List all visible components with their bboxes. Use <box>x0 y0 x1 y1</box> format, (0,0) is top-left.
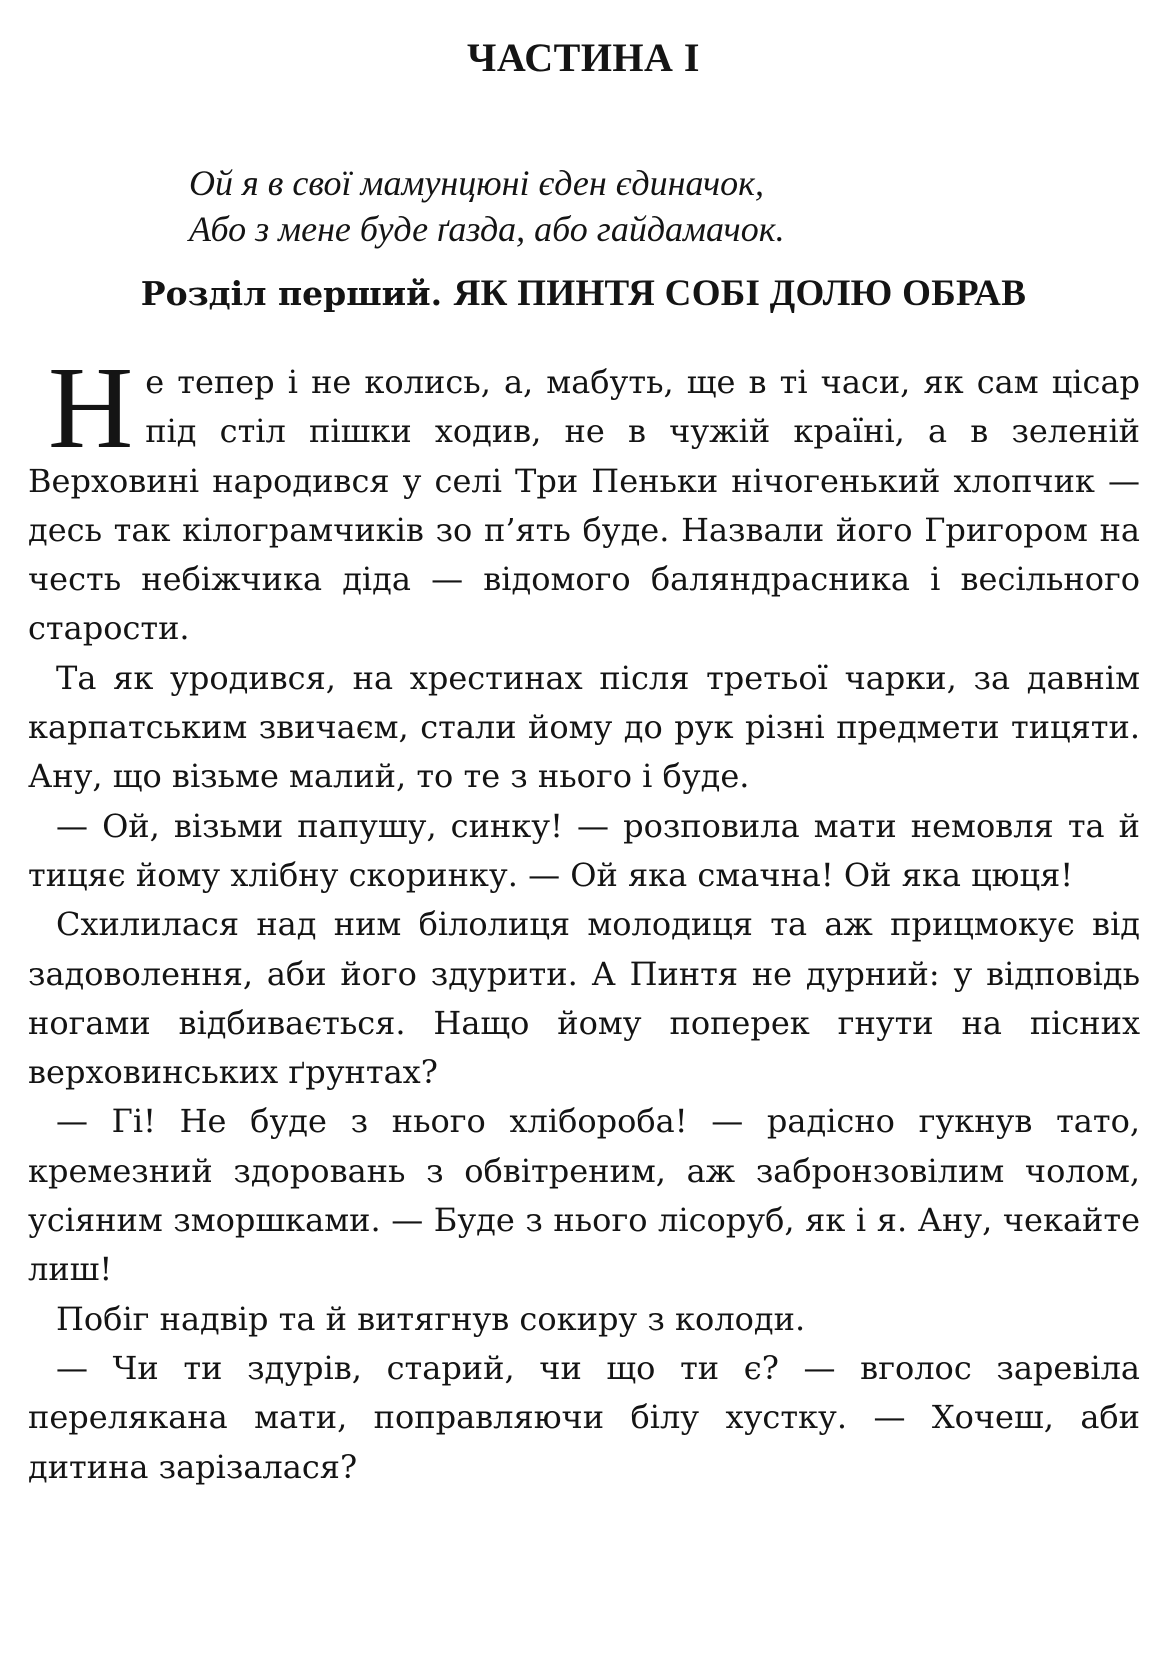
paragraph-text: е тепер і не колись, а, мабуть, ще в ті часи, як сам цісар під стіл пішки ходив, не в чужій країні, а в зеленій Верховині народився у селі Три Пеньки нічогенький хлопчик — десь так кілограмчиків зо п’ять буде. Назвали його Григором на честь небіжчика діда — відомого баляндрасника і весільного старости. <box>28 363 1140 648</box>
chapter-title <box>0 270 1167 318</box>
paragraph: — Ой, візьми папушу, синку! — розповила мати немовля та й тицяє йому хлібну скоринку. — Ой яка смачна! Ой яка цюця! <box>28 806 1140 894</box>
body-text <box>28 342 1140 1492</box>
part-title: ЧАСТИНА І <box>467 35 700 80</box>
epigraph <box>189 160 785 252</box>
epigraph-line: Ой я в свої мамунцюні єден єдиначок, <box>189 163 765 203</box>
epigraph-line: Або з мене буде ґазда, або гайдамачок. <box>189 209 785 249</box>
chapter-prefix: Розділ перший. <box>140 274 443 313</box>
paragraph: Схилилася над ним білолиця молодиця та аж прицмокує від задоволення, аби його здурити. А Пинтя не дурний: у відповідь ногами відбивається. Нащо йому поперек гнути на пісних верховинських ґрунтах? <box>28 905 1140 1092</box>
paragraph: — Чи ти здурів, старий, чи що ти є? — вголос заревіла перелякана мати, поправляючи білу хустку. — Хочеш, аби дитина зарізалася? <box>28 1348 1140 1486</box>
paragraph: — Гі! Не буде з нього хлібороба! — радісно гукнув тато, кремезний здоровань з обвітреним, аж забронзовілим чолом, усіяним зморшками. — Буде з нього лісоруб, як і я. Ану, чекайте лиш! <box>28 1102 1140 1289</box>
chapter-name: ЯК ПИНТЯ СОБІ ДОЛЮ ОБРАВ <box>453 273 1027 314</box>
paragraph: Та як уродився, на хрестинах після третьої чарки, за давнім карпатським звичаєм, стали йому до рук різні предмети тицяти. Ану, що візьме малий, то те з нього і буде. <box>28 658 1140 796</box>
paragraph <box>28 342 1140 654</box>
drop-cap: Н <box>48 342 134 473</box>
paragraph: Побіг надвір та й витягнув сокиру з колоди. <box>56 1299 806 1338</box>
